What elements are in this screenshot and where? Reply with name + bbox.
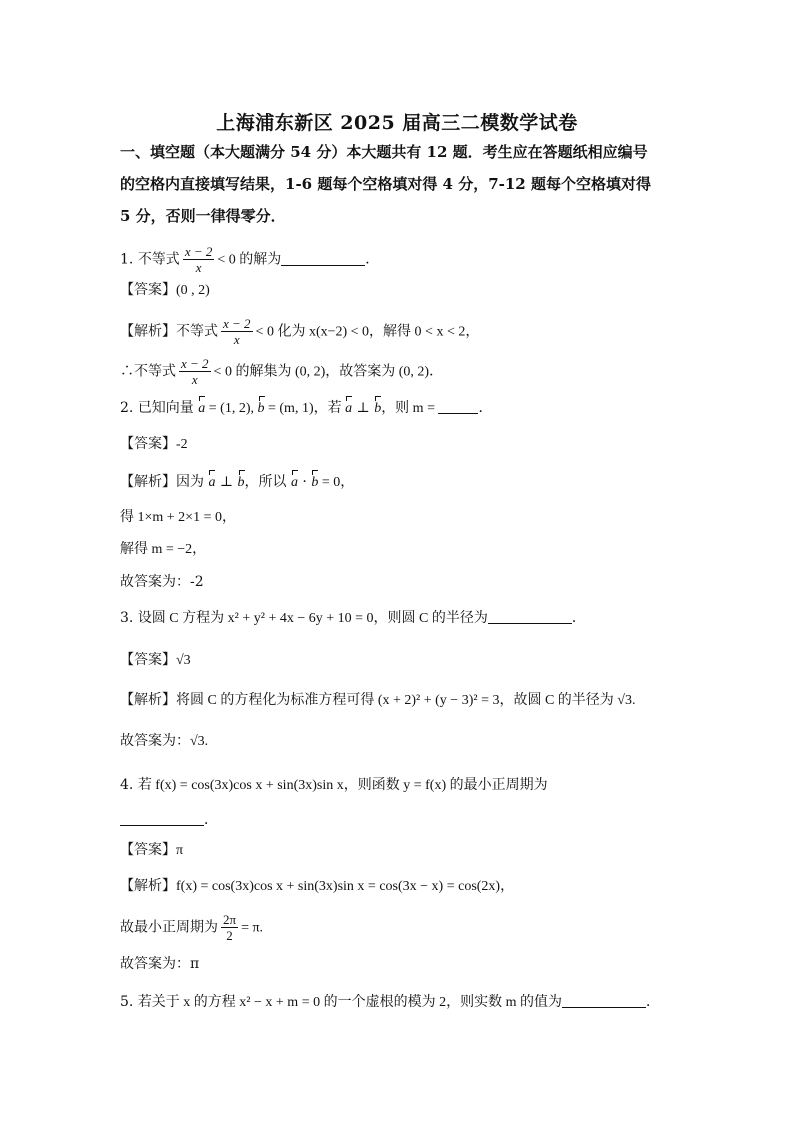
fraction-denominator: x (191, 372, 198, 387)
fraction-denominator: x (233, 332, 240, 347)
analysis-label: 【解析】 (120, 692, 176, 708)
question-text: 设圆 C 方程为 x² + y² + 4x − 6y + 10 = 0，则圆 C 的半径为 (137, 611, 488, 626)
question-3 (120, 608, 586, 629)
vector-a: a (198, 399, 205, 419)
analysis-text: 不等式 (176, 323, 218, 340)
answer-3 (120, 650, 191, 671)
section-instructions-line-1: 一、填空题（本大题满分 54 分）本大题共有 12 题．考生应在答题纸相应编号 (120, 143, 648, 161)
analysis-4-line-1 (120, 876, 514, 897)
vector-a: a (345, 399, 352, 419)
question-4 (120, 775, 548, 796)
answer-label: 【答案】 (120, 842, 176, 858)
fraction (183, 244, 215, 275)
analysis-4-line-2 (120, 912, 263, 943)
section-instructions-line-3: 5 分，否则一律得零分． (120, 207, 286, 225)
vector-b: b (238, 473, 245, 493)
answer-2 (120, 434, 188, 455)
analysis-text: < 0 的解集为 (0, 2)，故答案为 (0, 2)． (213, 364, 444, 380)
analysis-label: 【解析】 (120, 474, 176, 490)
analysis-1-line-2 (120, 356, 443, 387)
question-number: 1. (120, 251, 138, 268)
analysis-1-line-1 (120, 316, 479, 347)
fraction (221, 912, 238, 943)
analysis-text: 故最小正周期为 (120, 919, 218, 936)
answer-value: (0 , 2) (176, 283, 210, 298)
answer-1 (120, 280, 210, 301)
analysis-label: 【解析】 (120, 323, 176, 340)
answer-value: -2 (176, 437, 188, 452)
vector-a: a (208, 473, 215, 493)
punctuation: ． (204, 812, 218, 828)
answer-blank[interactable] (438, 399, 478, 414)
analysis-2-line-3: 解得 m = −2， (120, 542, 207, 557)
analysis-text: f(x) = cos(3x)cos x + sin(3x)sin x = cos(3x − x) = cos(2x)， (176, 879, 515, 894)
fraction-numerator: x − 2 (184, 244, 213, 259)
question-number: 2. (120, 400, 138, 416)
question-1 (120, 244, 379, 275)
answer-blank[interactable] (562, 993, 646, 1008)
dot-symbol: · (297, 474, 312, 490)
analysis-text: = 0， (318, 475, 355, 490)
fraction (179, 356, 211, 387)
fraction-denominator: x (195, 260, 202, 275)
question-text: 已知向量 (137, 400, 199, 416)
fraction-numerator: x − 2 (223, 316, 251, 331)
vector-b: b (258, 399, 265, 419)
answer-label: 【答案】 (120, 652, 176, 668)
question-2 (120, 398, 492, 419)
vector-b: b (311, 473, 318, 493)
question-text: 不等式 (137, 251, 180, 268)
question-4-blank-line (120, 810, 218, 830)
vector-a: a (291, 473, 298, 493)
analysis-text: 将圆 C 的方程化为标准方程可得 (x + 2)² + (y − 3)² = 3，故圆 C 的半径为 √3. (176, 693, 636, 708)
analysis-text: < 0 化为 x(x−2) < 0，解得 0 < x < 2， (255, 324, 480, 340)
analysis-2-line-2: 得 1×m + 2×1 = 0， (120, 510, 236, 525)
perp-symbol: ⊥ (215, 474, 238, 490)
question-text: 若关于 x 的方程 x² − x + m = 0 的一个虚根的模为 2，则实数 m 的值为 (137, 995, 562, 1010)
analysis-label: 【解析】 (120, 878, 176, 894)
answer-label: 【答案】 (120, 436, 176, 452)
fraction-denominator: 2 (226, 928, 233, 943)
answer-value: √3 (176, 653, 191, 668)
answer-4 (120, 840, 183, 861)
analysis-4-line-3: 故答案为：π (120, 956, 200, 972)
answer-blank[interactable] (120, 811, 204, 826)
question-number: 3. (120, 610, 138, 626)
answer-value: π (176, 843, 184, 858)
punctuation: ． (571, 610, 586, 626)
question-number: 5. (120, 994, 138, 1010)
answer-label: 【答案】 (120, 282, 176, 298)
analysis-2-line-1 (120, 472, 354, 493)
question-5 (120, 992, 660, 1013)
question-number: 4. (120, 777, 138, 793)
perp-symbol: ⊥ (352, 400, 375, 416)
analysis-text: = π. (241, 920, 264, 936)
fraction-numerator: 2π (223, 912, 237, 927)
exam-title: 上海浦东新区 2025 届高三二模数学试卷 (216, 112, 578, 134)
fraction-numerator: x − 2 (181, 356, 209, 371)
question-text: 若 f(x) = cos(3x)cos x + sin(3x)sin x，则函数 y = f(x) 的最小正周期为 (137, 778, 548, 793)
analysis-text: ，所以 (244, 474, 291, 490)
analysis-3-line-1 (120, 690, 635, 711)
question-text: ，则 m = (381, 401, 439, 416)
analysis-text: ∴不等式 (120, 363, 176, 380)
punctuation: ． (478, 400, 493, 416)
punctuation: ． (365, 251, 380, 268)
analysis-2-line-4: 故答案为：-2 (120, 574, 204, 590)
question-text: < 0 的解为 (217, 252, 282, 268)
question-text: = (1, 2), (205, 401, 258, 416)
question-text: = (m, 1)，若 (264, 401, 346, 416)
answer-blank[interactable] (281, 251, 365, 266)
answer-blank[interactable] (488, 609, 572, 624)
fraction (221, 316, 253, 347)
punctuation: ． (645, 994, 660, 1010)
analysis-text: 因为 (176, 474, 209, 490)
analysis-3-line-2: 故答案为：√3. (120, 734, 209, 749)
vector-b: b (374, 399, 381, 419)
section-instructions-line-2: 的空格内直接填写结果，1-6 题每个空格填对得 4 分，7-12 题每个空格填对得 (120, 175, 651, 193)
